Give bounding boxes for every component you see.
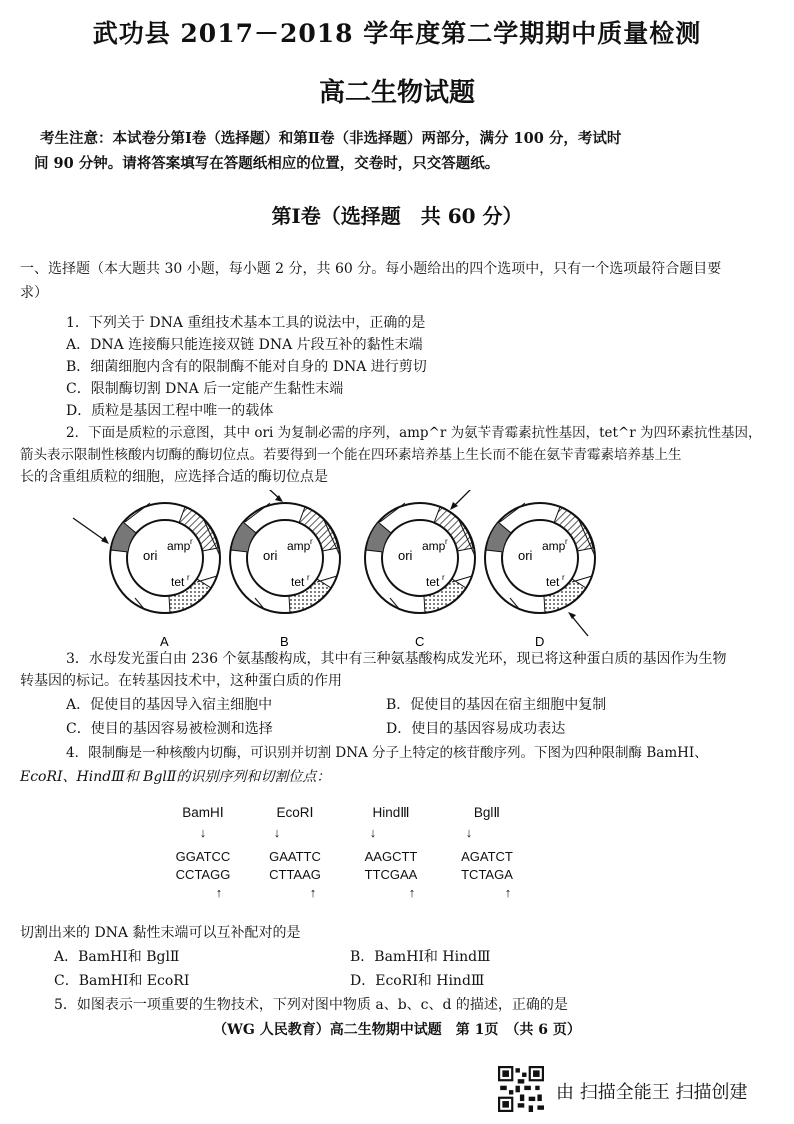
svg-text:r: r: [562, 573, 565, 582]
q4-option-a: A．BamHⅠ和 BglⅡ: [54, 949, 180, 965]
q4-line-1: 4．限制酶是一种核酸内切酶，可识别并切割 DNA 分子上特定的核苷酸序列。下图为四种限制酶 BamHⅠ、: [66, 745, 708, 761]
cut-arrow-up-icon: ↑: [504, 885, 512, 900]
svg-text:r: r: [307, 573, 310, 582]
cut-arrow-down-icon: ↓: [465, 825, 473, 840]
plasmid-d-letter: D: [535, 634, 545, 649]
plasmid-b-ori: ori: [263, 548, 278, 563]
q4-option-d: D．EcoRⅠ和 HindⅢ: [350, 973, 485, 989]
section-title: 第Ⅰ卷（选择题 共 60 分）: [271, 204, 523, 228]
q1-option-c: C．限制酶切割 DNA 后一定能产生黏性末端: [66, 381, 344, 397]
notice-line-2: 间 90 分钟。请将答案填写在答题纸相应的位置，交卷时，只交答题纸。: [34, 155, 500, 172]
plasmid-d: [485, 503, 595, 649]
instructions-line-1: 一、选择题（本大题共 30 小题，每小题 2 分，共 60 分。每小题给出的四个选项中，只有一个选项最符合题目要: [20, 261, 722, 277]
q3-option-b: B．促使目的基因在宿主细胞中复制: [386, 697, 607, 713]
enzyme-figure: [168, 804, 588, 914]
q4-question: 切割出来的 DNA 黏性末端可以互补配对的是: [20, 925, 301, 941]
svg-text:r: r: [187, 573, 190, 582]
q3-option-d: D．使目的基因容易成功表达: [386, 721, 566, 737]
plasmid-a-tet: tet: [171, 575, 185, 589]
q5-stem: 5．如图表示一项重要的生物技术，下列对图中物质 a、b、c、d 的描述，正确的是: [54, 997, 568, 1013]
svg-text:r: r: [565, 537, 568, 546]
svg-text:r: r: [445, 537, 448, 546]
q3-option-a: A．促使目的基因导入宿主细胞中: [66, 697, 273, 713]
enzyme-hindiii-top: AAGCTT: [364, 849, 418, 864]
enzyme-bamhi-name: BamHⅠ: [182, 805, 224, 820]
plasmid-b-letter: B: [280, 634, 289, 649]
plasmid-c-amp: amp: [422, 539, 446, 553]
q3-option-c: C．使目的基因容易被检测和选择: [66, 721, 273, 737]
cut-arrow-down-icon: ↓: [369, 825, 377, 840]
scanner-watermark: 由 扫描全能王 扫描创建: [556, 1082, 748, 1103]
plasmid-a-amp: amp: [167, 539, 191, 553]
enzyme-hindiii: [356, 804, 426, 902]
plasmid-diagrams: [0, 490, 794, 650]
enzyme-bglii-name: BglⅡ: [473, 805, 501, 820]
cut-arrow-up-icon: ↑: [309, 885, 317, 900]
q1-option-a: A．DNA 连接酶只能连接双链 DNA 片段互补的黏性末端: [66, 337, 423, 353]
enzyme-bamhi: [168, 804, 238, 902]
plasmid-d-tet: tet: [546, 575, 560, 589]
q4-option-c: C．BamHⅠ和 EcoRⅠ: [54, 973, 190, 989]
cut-arrow-down-icon: ↓: [273, 825, 281, 840]
qr-code-icon: [498, 1066, 544, 1112]
enzyme-hindiii-bottom: TTCGAA: [364, 867, 418, 882]
plasmid-b-amp: amp: [287, 539, 311, 553]
plasmid-d-ori: ori: [518, 548, 533, 563]
q1-option-d: D．质粒是基因工程中唯一的载体: [66, 403, 274, 419]
plasmid-c-tet: tet: [426, 575, 440, 589]
q4-line-2: EcoRⅠ、HindⅢ和 BglⅡ的识别序列和切割位点：: [20, 769, 331, 785]
enzyme-ecori-name: EcoRⅠ: [276, 805, 314, 820]
svg-text:r: r: [190, 537, 193, 546]
exam-title: 武功县 2017－2018 学年度第二学期期中质量检测: [92, 19, 702, 48]
enzyme-bamhi-top: GGATCC: [175, 849, 231, 864]
plasmid-a-ori: ori: [143, 548, 158, 563]
plasmid-c: [365, 490, 476, 649]
plasmid-b-tet: tet: [291, 575, 305, 589]
plasmid-a: [73, 503, 220, 649]
exam-subtitle: 高二生物试题: [318, 78, 475, 108]
enzyme-bamhi-bottom: CCTAGG: [175, 867, 231, 882]
enzyme-bglii: [452, 804, 522, 902]
enzyme-bglii-bottom: TCTAGA: [461, 867, 513, 882]
cut-arrow-down-icon: ↓: [199, 825, 207, 840]
plasmid-a-letter: A: [160, 634, 169, 649]
enzyme-bglii-top: AGATCT: [461, 849, 513, 864]
plasmid-c-letter: C: [415, 634, 425, 649]
q3-line-1: 3．水母发光蛋白由 236 个氨基酸构成，其中有三种氨基酸构成发光环，现已将这种蛋白质的基因作为生物: [66, 651, 727, 667]
cut-arrow-up-icon: ↑: [215, 885, 223, 900]
q4-option-b: B．BamHⅠ和 HindⅢ: [350, 949, 491, 965]
svg-text:r: r: [310, 537, 313, 546]
q3-line-2: 转基因的标记。在转基因技术中，这种蛋白质的作用: [20, 673, 342, 689]
instructions-line-2: 求）: [20, 285, 48, 301]
enzyme-ecori: [260, 804, 330, 902]
q2-line-1: 2．下面是质粒的示意图，其中 ori 为复制必需的序列，amp^r 为氨苄青霉素抗性基因，tet^r 为四环素抗性基因，: [66, 425, 762, 441]
plasmid-c-ori: ori: [398, 548, 413, 563]
cut-arrow-up-icon: ↑: [408, 885, 416, 900]
plasmid-b: [230, 490, 340, 649]
enzyme-ecori-top: GAATTC: [269, 849, 321, 864]
q2-line-2: 箭头表示限制性核酸内切酶的酶切位点。若要得到一个能在四环素培养基上生长而不能在氨苄青霉素培养基上生: [20, 447, 682, 463]
q2-line-3: 长的含重组质粒的细胞，应选择合适的酶切位点是: [20, 469, 328, 485]
q1-stem: 1．下列关于 DNA 重组技术基本工具的说法中，正确的是: [66, 315, 426, 331]
enzyme-ecori-bottom: CTTAAG: [269, 867, 321, 882]
q1-option-b: B．细菌细胞内含有的限制酶不能对自身的 DNA 进行剪切: [66, 359, 427, 375]
enzyme-hindiii-name: HindⅢ: [372, 805, 410, 820]
page-footer: （WG 人民教育）高二生物期中试题 第 1页 （共 6 页）: [213, 1022, 581, 1038]
plasmid-d-amp: amp: [542, 539, 566, 553]
notice-line-1: 考生注意：本试卷分第Ⅰ卷（选择题）和第Ⅱ卷（非选择题）两部分，满分 100 分，考试时: [40, 130, 622, 147]
svg-text:r: r: [442, 573, 445, 582]
exam-notice: [34, 126, 760, 176]
